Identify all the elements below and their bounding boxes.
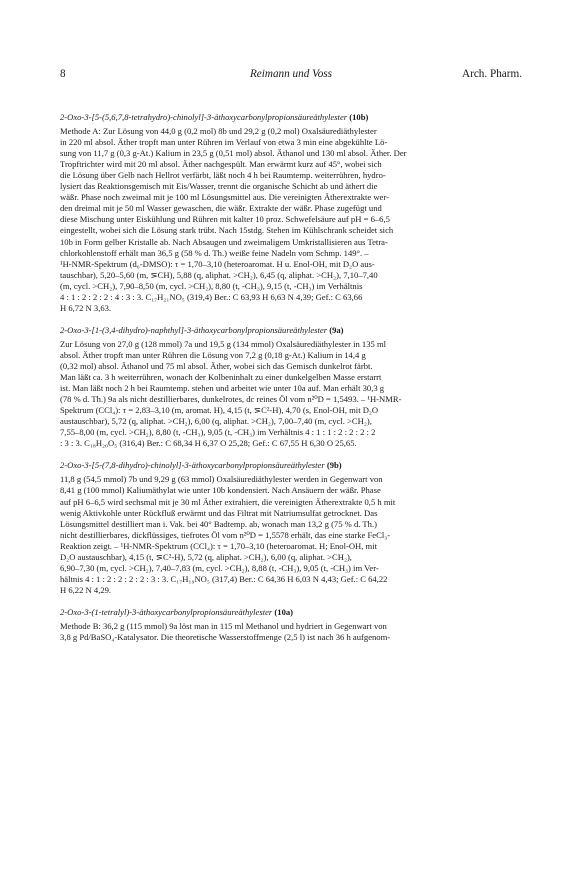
text-line: sung von 11,7 g (0,3 g-At.) Kalium in 23,5 g (0,51 mol) absol. Äthanol und 130 ml absol. Äther. Der (60, 148, 407, 159)
text-line: (78 % d. Th.) 9a als nicht destillierbares, dunkelrotes, dc reines Öl vom n²⁰D = 1,5493. – ¹H-NMR- (60, 394, 402, 405)
text-line: 10b in Form gelber Kristalle ab. Nach Absaugen und zweimaligem Umkristallisieren aus Tetra- (60, 236, 388, 247)
text-line: nicht destillierbares, dickflüssiges, tiefrotes Öl vom n²⁰D = 1,5578 erhält, das eine starke FeCl₃- (60, 529, 391, 540)
compound-number: (9b) (326, 460, 342, 471)
text-line: : 3 : 3. C₁₈H₂₀O₅ (316,4) Ber.: C 68,34 H 6,37 O 25,28; Gef.: C 67,55 H 6,30 O 25,65. (60, 438, 357, 449)
text-line: 3,8 g Pd/BaSO₄-Katalysator. Die theoretische Wasserstoffmenge (2,5 l) ist nach 36 h aufgenom- (60, 632, 391, 643)
text-line: ist. Man läßt noch 2 h bei Raumtemp. stehen und arbeitet wie unter 10a auf. Man erhält 30,3 g (60, 383, 385, 394)
compound-name: 2-Oxo-3-[5-(5,6,7,8-tetrahydro)-chinolyl]-3-äthoxycarbonylpropionsäureäthylester (60, 112, 348, 122)
page-number: 8 (60, 68, 66, 80)
text-line: 6,90–7,30 (m, cycl. >CH₂), 7,40–7,83 (m, cycl. >CH₂), 8,88 (t, -CH₃), 9,05 (t, -CH₃) im Ver- (60, 562, 379, 573)
text-line: H 6,72 N 3,63. (60, 302, 112, 313)
text-line: die Lösung über Gelb nach Hellrot verfärbt, läßt noch 4 h bei Raumtemp. weiterrühren, hydro- (60, 170, 386, 181)
text-line: tauschbar), 5,20–5,60 (m, ⋝CH), 5,88 (q, aliphat. >CH₂), 6,45 (q, aliphat. >CH₂), 7,10–7,40 (60, 269, 378, 280)
text-line: Man läßt ca. 3 h weiterrühren, wonach der Kolbeninhalt zu einer dunkelgelben Masse erstarrt (60, 372, 382, 383)
text-line: in 220 ml absol. Äther tropft man unter Rühren im Verlauf von etwa 3 min eine abgekühlte Lö- (60, 137, 388, 148)
text-line: 7,55–8,00 (m, cycl. >CH₂), 8,80 (t, -CH₃), 9,05 (t, -CH₃) im Verhältnis 4 : 1 : 1 : 2 : 2 : 2 : 2 (60, 427, 376, 438)
text-line: diese Mischung unter Eiskühlung und Rühren mit kalter 10 proz. Schwefelsäure auf pH = 6–6,5 (60, 214, 390, 225)
compound-heading (60, 112, 526, 123)
text-line: 11,8 g (54,5 mmol) 7b und 9,29 g (63 mmol) Oxalsäurediäthylester werden in Gegenwart von (60, 474, 383, 485)
text-line: 4 : 1 : 2 : 2 : 2 : 4 : 3 : 3. C₁₇H₂₁NO₅ (319,4) Ber.: C 63,93 H 6,63 N 4,39; Gef.: C 63,66 (60, 291, 363, 302)
text-line: chlorkohlenstoff erhält man 36,5 g (58 % d. Th.) weiße feine Nadeln vom Schmp. 149°. – (60, 247, 369, 258)
text-line: Lösungsmittel destilliert man i. Vak. bei 40° Badtemp. ab, wonach man 13,2 g (75 % d. Th.) (60, 518, 377, 529)
compound-heading (60, 325, 526, 336)
text-line: Zur Lösung von 27,0 g (128 mmol) 7a und 19,5 g (134 mmol) Oxalsäurediäthylester in 135 ml (60, 338, 387, 349)
compound-heading (60, 607, 526, 618)
text-line: eingestellt, wobei sich die Lösung stark trübt. Nach 15stdg. Stehen im Kühlschrank scheidet sich (60, 225, 394, 236)
procedure-section (60, 112, 526, 314)
compound-name: 2-Oxo-3-(1-tetralyl)-3-äthoxycarbonylpropionsäureäthylester (60, 606, 273, 617)
text-line: hältnis 4 : 1 : 2 : 2 : 2 : 2 : 3 : 3. C₁₇H₁₉NO₅ (317,4) Ber.: C 64,36 H 6,03 N 4,43; Gef.: C 64,22 (60, 573, 388, 584)
text-line: Methode B: 36,2 g (115 mmol) 9a löst man in 115 ml Methanol und hydriert in Gegenwart von (60, 620, 387, 631)
text-line: Spektrum (CCl₄): τ = 2,83–3,10 (m, aromat. H), 4,15 (t, ⋝C²-H), 4,70 (s, Enol-OH, mit D₂O (60, 405, 379, 416)
text-line: austauschbar), 5,72 (q, aliphat. >CH₂), 6,00 (q, aliphat. >CH₂), 7,00–7,40 (m, cycl. >CH₂), (60, 416, 372, 427)
text-line: auf pH 6–6,5 wird sechsmal mit je 30 ml Äther extrahiert, die vereinigten Ätherextrakte 0,5 h mit (60, 496, 396, 507)
text-line: lysiert das Reaktionsgemisch mit Eis/Wasser, trennt die organische Schicht ab und äthert die (60, 181, 378, 192)
text-line: wenig Aktivkohle unter Rückfluß erwärmt und das Filtrat mit Natriumsulfat getrocknet. Das (60, 507, 378, 518)
procedure-section (60, 325, 526, 450)
text-line: 8,41 g (100 mmol) Kaliumäthylat wie unter 10b kondensiert. Nach Ansäuern der wäßr. Phase (60, 485, 381, 496)
compound-heading (60, 460, 526, 471)
article-body (60, 112, 526, 654)
text-line: D₂O austauschbar), 4,15 (t, ⋝C²-H), 5,72 (q, aliphat. >CH₂), 6,00 (q, aliphat. >CH₂), (60, 551, 352, 562)
running-authors: Reimann und Voss (249, 68, 333, 80)
journal-name: Arch. Pharm. (462, 68, 522, 80)
text-line: wäßr. Phase noch zweimal mit je 100 ml Lösungsmittel aus. Die vereinigten Ätherextrakte wer- (60, 192, 389, 203)
compound-number: (9a) (329, 324, 344, 335)
text-line: (m, cycl. >CH₂), 7,90–8,50 (m, cycl. >CH₂), 8,80 (t, -CH₃), 9,15 (t, -CH₃) im Verhältnis (60, 280, 363, 291)
text-line: absol. Äther tropft man unter Rühren die Lösung von 7,2 g (0,18 g-At.) Kalium in 14,4 g (60, 349, 366, 360)
compound-number: (10b) (349, 112, 369, 122)
text-line: den dreimal mit je 50 ml Wasser gewaschen, die wäßr. Extrakte der wäßr. Phase zugefügt und (60, 203, 382, 214)
text-line: (0,32 mol) absol. Äthanol und 75 ml absol. Äther, wobei sich das Gemisch dunkelrot färbt. (60, 360, 373, 371)
procedure-section (60, 460, 526, 596)
text-line: Reaktion zeigt. – ¹H-NMR-Spektrum (CCl₄): τ = 1,70–3,10 (heteroaromat. H; Enol-OH, mit (60, 540, 377, 551)
compound-name: 2-Oxo-3-[1-(3,4-dihydro)-naphthyl]-3-äthoxycarbonylpropionsäureäthylester (60, 324, 328, 335)
text-line: Tropftrichter wird mit 20 ml absol. Äther nachgespült. Man erwärmt kurz auf 45°, wobei sich (60, 159, 382, 170)
procedure-section (60, 607, 526, 643)
compound-name: 2-Oxo-3-[5-(7,8-dihydro)-chinolyl]-3-äthoxycarbonylpropionsäureäthylester (60, 460, 325, 471)
compound-number: (10a) (274, 606, 294, 617)
text-line: H 6,22 N 4,29. (60, 584, 112, 595)
text-line: Methode A: Zur Lösung von 44,0 g (0,2 mol) 8b und 29,2 g (0,2 mol) Oxalsäurediäthylester (60, 126, 377, 137)
running-header (60, 68, 522, 84)
text-line: ¹H-NMR-Spektrum (d₆-DMSO): τ = 1,70–3,10 (heteroaromat. H u. Enol-OH, mit D₂O aus- (60, 258, 375, 269)
